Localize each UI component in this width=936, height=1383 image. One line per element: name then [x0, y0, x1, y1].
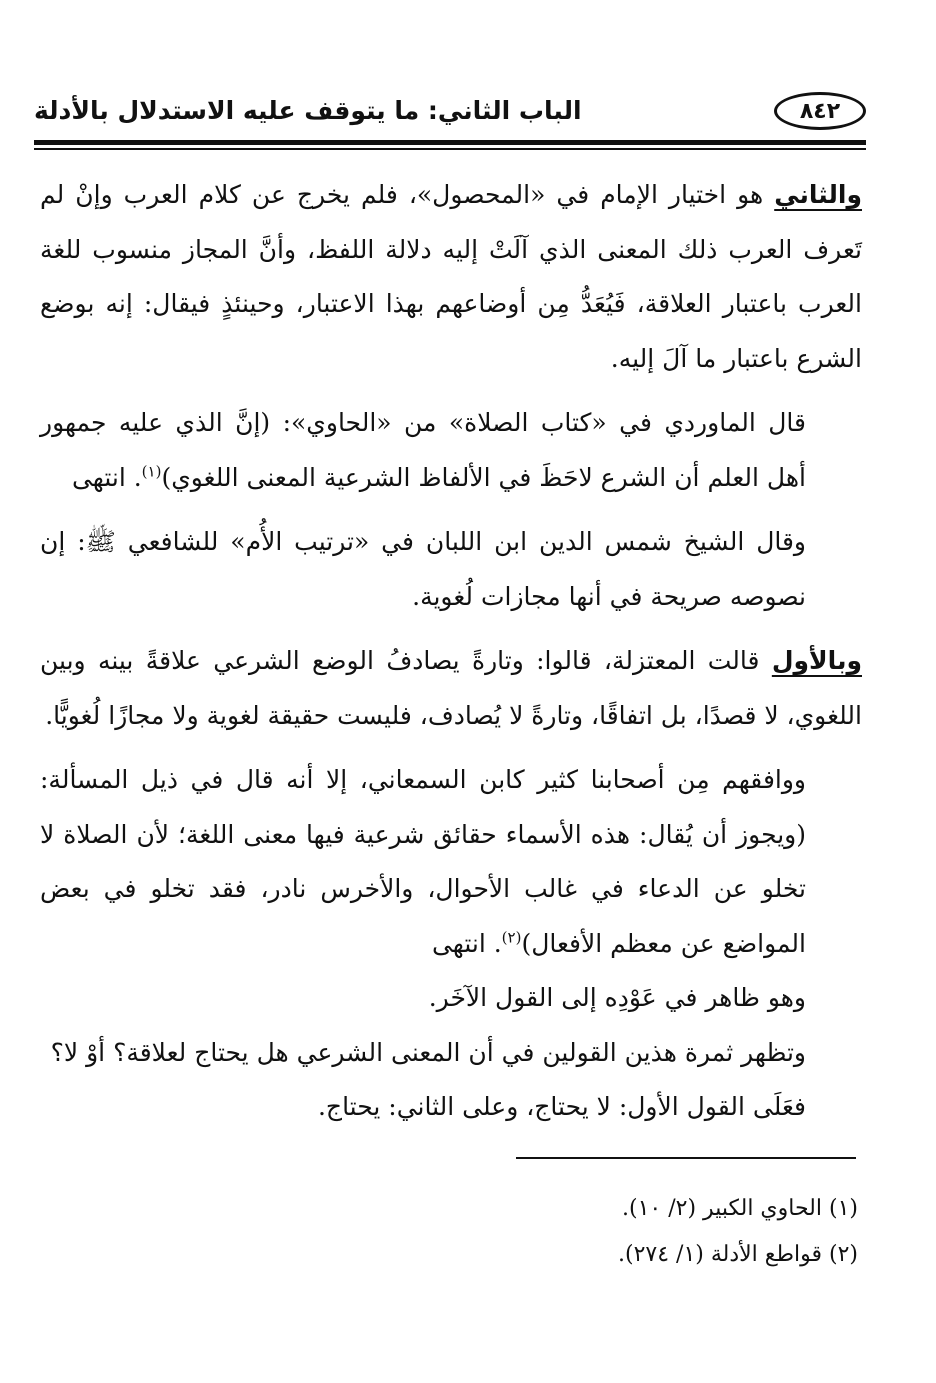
footnotes [40, 1186, 858, 1278]
paragraph-tail: . انتهى [71, 462, 142, 492]
footnote: (١) الحاوي الكبير (٢/ ١٠). [622, 1196, 858, 1221]
paragraph [40, 971, 862, 1026]
paragraph [40, 396, 862, 505]
footnote-ref: (٢) [501, 928, 522, 947]
paragraph-lead-word: وبالأول [771, 646, 862, 675]
paragraph-text: وتظهر ثمرة هذين القولين في أن المعنى الشرعي هل يحتاج لعلاقة؟ أوْ لا؟ [50, 1037, 806, 1067]
paragraph-text: قال الماوردي في «كتاب الصلاة» من «الحاوي»: (إنَّ الذي عليه جمهور أهل العلم أن الشرع لاحَظَ في الألفاظ الشرعية المعنى اللغوي) [40, 408, 806, 492]
paragraph [40, 515, 862, 624]
paragraph [40, 634, 862, 743]
paragraph-text: وهو ظاهر في عَوْدِه إلى القول الآخَر. [428, 983, 806, 1012]
paragraph [40, 1026, 862, 1081]
footnote-ref: (١) [141, 462, 162, 481]
paragraph-text: فعَلَى القول الأول: لا يحتاج، وعلى الثاني: يحتاج. [317, 1092, 806, 1121]
paragraph-text: ووافقهم مِن أصحابنا كثير كابن السمعاني، إلا أنه قال في ذيل المسألة: (ويجوز أن يُقال: هذه الأسماء حقائق شرعية فيها معنى اللغة؛ لأن الصلاة لا تخلو عن الدعاء في غالب الأحوال، والأخرس نادر، فقد تخلو في بعض المواضع عن معظم الأفعال) [40, 765, 806, 958]
header-rule-thin [34, 148, 866, 150]
footnote-separator [516, 1157, 856, 1159]
paragraph-lead-word: والثاني [774, 180, 862, 209]
main-text [40, 168, 862, 1135]
page-number-badge: ٨٤٢ [774, 92, 866, 130]
paragraph [40, 1080, 862, 1135]
running-header [34, 88, 866, 146]
footnote: (٢) قواطع الأدلة (١/ ٢٧٤). [618, 1242, 858, 1267]
paragraph-text: وقال الشيخ شمس الدين ابن اللبان في «ترتيب الأُم» للشافعي ﷺ: إن نصوصه صريحة في أنها مجازات لُغوية. [40, 527, 806, 611]
paragraph [40, 753, 862, 971]
paragraph-text: قالت المعتزلة، قالوا: وتارةً يصادفُ الوضع الشرعي علاقةً بينه وبين اللغوي، لا قصدًا، بل اتفاقًا، وتارةً لا يُصادف، فليست حقيقة لغوية ولا مجازًا لُغويًّا. [40, 646, 862, 730]
paragraph-tail: . انتهى [431, 928, 502, 958]
paragraph-text: هو اختيار الإمام في «المحصول»، فلم يخرج عن كلام العرب وإنْ لم تَعرف العرب ذلك المعنى الذي آلَتْ إليه دلالة اللفظ، وأنَّ المجاز منسوب للغة العرب باعتبار العلاقة، فَيُعَدُّ مِن أوضاعهم بهذا الاعتبار، وحينئذٍ فيقال: إنه بوضع الشرع باعتبار ما آلَ إليه. [40, 180, 862, 373]
chapter-title: الباب الثاني: ما يتوقف عليه الاستدلال بالأدلة [34, 96, 582, 125]
header-rule-thick [34, 140, 866, 145]
paragraph [40, 168, 862, 386]
